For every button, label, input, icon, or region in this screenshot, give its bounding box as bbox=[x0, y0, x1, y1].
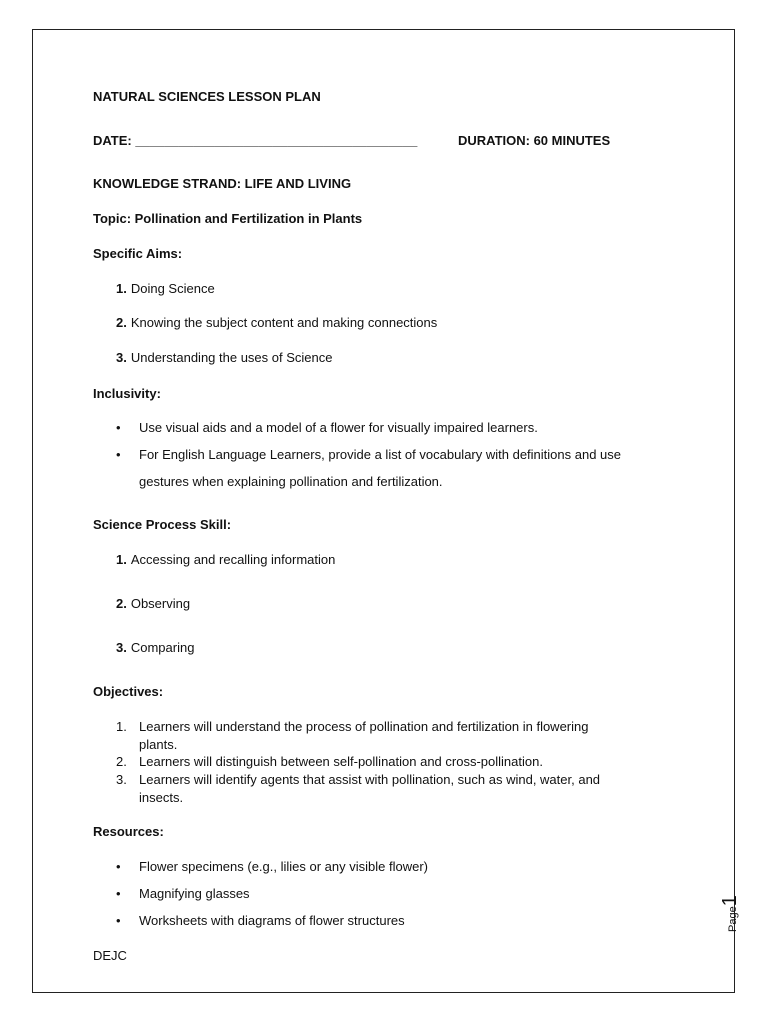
objective-number: 3. bbox=[116, 772, 127, 787]
skill-text: Observing bbox=[130, 596, 191, 611]
skill-item bbox=[116, 639, 194, 656]
aim-item bbox=[116, 349, 332, 366]
objective-item bbox=[139, 771, 600, 807]
bullet-icon: • bbox=[116, 859, 121, 874]
knowledge-strand: KNOWLEDGE STRAND: LIFE AND LIVING bbox=[93, 176, 352, 191]
inclusivity-item-continued: gestures when explaining pollination and fertilization. bbox=[139, 474, 443, 489]
objective-line: Learners will understand the process of pollination and fertilization in flowering bbox=[139, 719, 589, 734]
aim-text: Knowing the subject content and making connections bbox=[130, 315, 438, 330]
bullet-icon: • bbox=[116, 913, 121, 928]
skill-text: Comparing bbox=[130, 640, 195, 655]
resources-heading: Resources: bbox=[93, 824, 164, 839]
bullet-icon: • bbox=[116, 886, 121, 901]
objective-item bbox=[139, 718, 588, 754]
inclusivity-item: For English Language Learners, provide a list of vocabulary with definitions and use bbox=[139, 447, 622, 462]
aim-number: 3. bbox=[116, 350, 127, 365]
objective-line: Learners will identify agents that assist with pollination, such as wind, water, and bbox=[139, 772, 601, 787]
bullet-icon: • bbox=[116, 420, 121, 435]
duration-label: DURATION: 60 MINUTES bbox=[458, 133, 611, 148]
aim-text: Doing Science bbox=[130, 281, 215, 296]
page-number: 1 bbox=[719, 895, 741, 907]
topic: Topic: Pollination and Fertilization in Plants bbox=[93, 211, 363, 226]
document-title: NATURAL SCIENCES LESSON PLAN bbox=[93, 89, 321, 104]
skill-number: 3. bbox=[116, 640, 127, 655]
aim-item bbox=[116, 280, 215, 297]
objective-number: 2. bbox=[116, 754, 127, 769]
objective-line: plants. bbox=[139, 737, 178, 752]
skill-item bbox=[116, 595, 190, 612]
date-field: DATE: _______________________________________ bbox=[93, 133, 418, 148]
page-word: Page bbox=[727, 906, 739, 932]
objectives-heading: Objectives: bbox=[93, 684, 164, 699]
aim-number: 1. bbox=[116, 281, 127, 296]
page-number-label bbox=[719, 872, 739, 932]
skill-item bbox=[116, 551, 335, 568]
aim-number: 2. bbox=[116, 315, 127, 330]
objective-line: insects. bbox=[139, 790, 184, 805]
inclusivity-heading: Inclusivity: bbox=[93, 386, 161, 401]
aim-text: Understanding the uses of Science bbox=[130, 350, 333, 365]
resource-item: Magnifying glasses bbox=[139, 886, 250, 901]
skill-number: 1. bbox=[116, 552, 127, 567]
skill-number: 2. bbox=[116, 596, 127, 611]
resource-item: Flower specimens (e.g., lilies or any visible flower) bbox=[139, 859, 428, 874]
page-border bbox=[32, 29, 735, 993]
resource-item: Worksheets with diagrams of flower structures bbox=[139, 913, 405, 928]
science-process-skill-heading: Science Process Skill: bbox=[93, 517, 232, 532]
skill-text: Accessing and recalling information bbox=[130, 552, 336, 567]
inclusivity-item: Use visual aids and a model of a flower for visually impaired learners. bbox=[139, 420, 538, 435]
objective-number: 1. bbox=[116, 719, 127, 734]
objective-line: Learners will distinguish between self-pollination and cross-pollination. bbox=[139, 754, 543, 769]
bullet-icon: • bbox=[116, 447, 121, 462]
aim-item bbox=[116, 314, 437, 331]
footer-initials: DEJC bbox=[93, 948, 127, 963]
objective-item bbox=[139, 753, 543, 771]
specific-aims-heading: Specific Aims: bbox=[93, 246, 183, 261]
